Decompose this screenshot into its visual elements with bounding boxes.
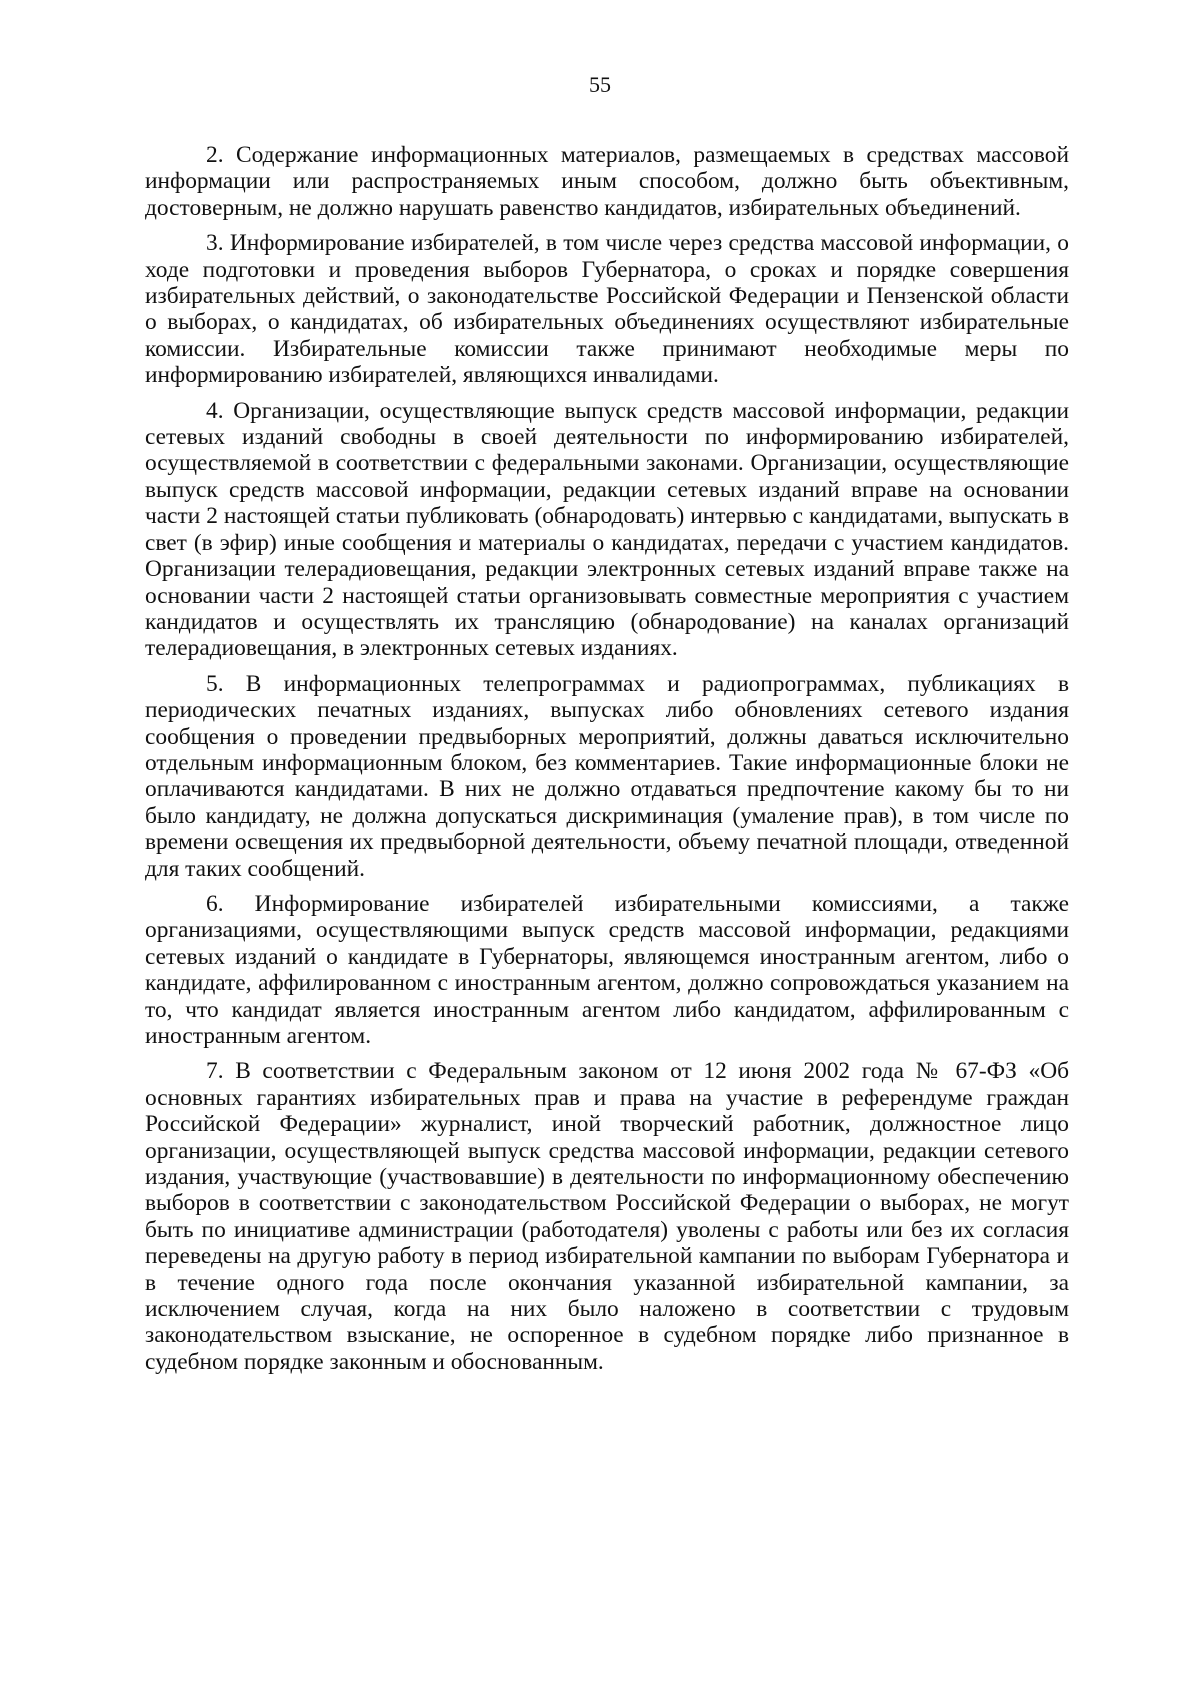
paragraph-3: 3. Информирование избирателей, в том числе через средства массовой информации, о ходе подготовки и проведения выборов Губернатора, о сроках и порядке совершения избирательных действий, о законодательстве Российской Федерации и Пензенской области о выборах, о кандидатах, об избирательных объединениях осуществляют избирательные комиссии. Избирательные комиссии также принимают необходимые меры по информированию избирателей, являющихся инвалидами. <box>145 230 1069 389</box>
paragraph-6: 6. Информирование избирателей избирательными комиссиями, а также организациями, осуществляющими выпуск средств массовой информации, редакциями сетевых изданий о кандидате в Губернаторы, являющемся иностранным агентом, либо о кандидате, аффилированном с иностранным агентом, должно сопровождаться указанием на то, что кандидат является иностранным агентом либо кандидатом, аффилированным с иностранным агентом. <box>145 890 1069 1049</box>
paragraph-2: 2. Содержание информационных материалов, размещаемых в средствах массовой информации или распространяемых иным способом, должно быть объективным, достоверным, не должно нарушать равенство кандидатов, избирательных объединений. <box>145 142 1069 221</box>
paragraph-7: 7. В соответствии с Федеральным законом от 12 июня 2002 года № 67-ФЗ «Об основных гарантиях избирательных прав и права на участие в референдуме граждан Российской Федерации» журналист, иной творческий работник, должностное лицо организации, осуществляющей выпуск средства массовой информации, редакции сетевого издания, участвующие (участвовавшие) в деятельности по информационному обеспечению выборов в соответствии с законодательством Российской Федерации о выборах, не могут быть по инициативе администрации (работодателя) уволены с работы или без их согласия переведены на другую работу в период избирательной кампании по выборам Губернатора и в течение одного года после окончания указанной избирательной кампании, за исключением случая, когда на них было наложено в соответствии с трудовым законодательством взыскание, не оспоренное в судебном порядке либо признанное в судебном порядке законным и обоснованным. <box>145 1058 1069 1375</box>
paragraph-5: 5. В информационных телепрограммах и радиопрограммах, публикациях в периодических печатных изданиях, выпусках либо обновлениях сетевого издания сообщения о проведении предвыборных мероприятий, должны даваться исключительно отдельным информационным блоком, без комментариев. Такие информационные блоки не оплачиваются кандидатами. В них не должно отдаваться предпочтение какому бы то ни было кандидату, не должна допускаться дискриминация (умаление прав), в том числе по времени освещения их предвыборной деятельности, объему печатной площади, отведенной для таких сообщений. <box>145 670 1069 882</box>
paragraph-4: 4. Организации, осуществляющие выпуск средств массовой информации, редакции сетевых изданий свободны в своей деятельности по информированию избирателей, осуществляемой в соответствии с федеральными законами. Организации, осуществляющие выпуск средств массовой информации, редакции сетевых изданий вправе на основании части 2 настоящей статьи публиковать (обнародовать) интервью с кандидатами, выпускать в свет (в эфир) иные сообщения и материалы о кандидатах, передачи с участием кандидатов. Организации телерадиовещания, редакции электронных сетевых изданий вправе также на основании части 2 настоящей статьи организовывать совместные мероприятия с участием кандидатов и осуществлять их трансляцию (обнародование) на каналах организаций телерадиовещания, в электронных сетевых изданиях. <box>145 397 1069 662</box>
document-body <box>145 142 1069 1384</box>
page-number: 55 <box>589 72 611 97</box>
